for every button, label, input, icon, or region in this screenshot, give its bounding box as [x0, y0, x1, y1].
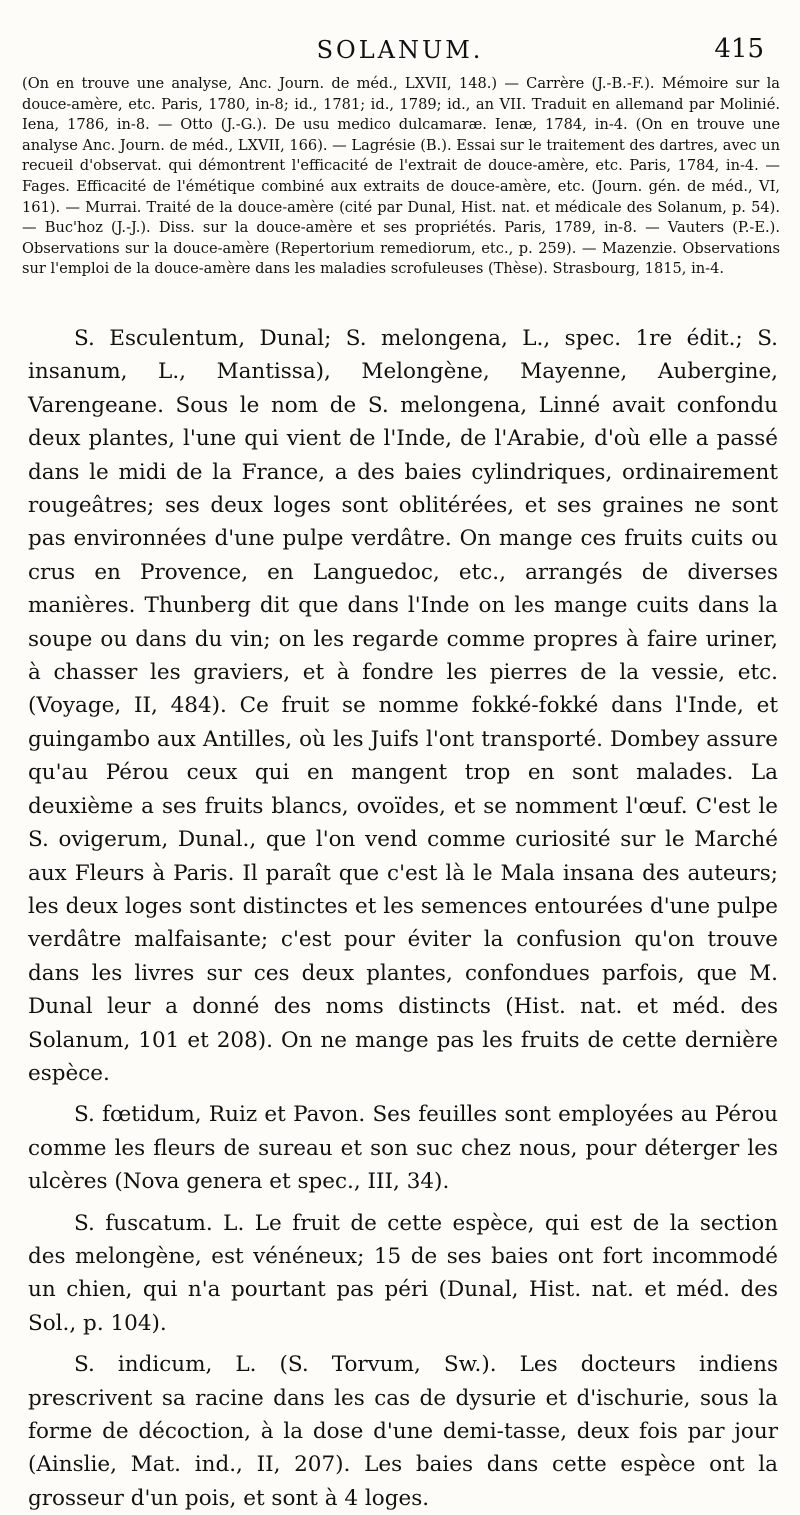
running-head — [0, 36, 800, 70]
main-text — [28, 322, 778, 1515]
paragraph-fuscatum: S. fuscatum. L. Le fruit de cette espèce, qui est de la section des melongène, est vénéneux; 15 de ses baies ont fort incommodé un chien, qui n'a pourtant pas péri (Dunal, Hist. nat. et méd. des Sol., p. 104). — [28, 1210, 778, 1336]
paragraph-indicum: S. indicum, L. (S. Torvum, Sw.). Les docteurs indiens prescrivent sa racine dans les cas de dysurie et d'ischurie, sous la forme de décoction, à la dose d'une demi-tasse, deux fois par jour (Ainslie, Mat. ind., II, 207). Les baies dans cette espèce ont la grosseur d'un pois, et sont à 4 loges. — [28, 1352, 778, 1511]
bibliography-notes: (On en trouve une analyse, Anc. Journ. de méd., LXVII, 148.) — Carrère (J.-B.-F.). Mémoire sur la douce-amère, etc. Paris, 1780, in-8; id., 1781; id., 1789; id., an VII. Traduit en allemand par Molinié. Iena, 1786, in-8. — Otto (J.-G.). De usu medico dulcamaræ. Ienæ, 1784, in-4. (On en trouve une analyse Anc. Journ. de méd., LXVII, 166). — Lagrésie (B.). Essai sur le traitement des dartres, avec un recueil d'observat. qui démontrent l'efficacité de l'extrait de douce-amère, etc. Paris, 1784, in-4. — Fages. Efficacité de l'émétique combiné aux extraits de douce-amère, etc. (Journ. gén. de méd., VI, 161). — Murrai. Traité de la douce-amère (cité par Dunal, Hist. nat. et médicale des Solanum, p. 54). — Buc'hoz (J.-J.). Diss. sur la douce-amère et ses propriétés. Paris, 1789, in-8. — Vauters (P.-E.). Observations sur la douce-amère (Repertorium remediorum, etc., p. 259). — Mazenzie. Observations sur l'emploi de la douce-amère dans les maladies scrofuleuses (Thèse). Strasbourg, 1815, in-4. — [22, 75, 780, 278]
running-title: SOLANUM. — [316, 36, 484, 64]
paragraph-esculentum: S. Esculentum, Dunal; S. melongena, L., spec. 1re édit.; S. insanum, L., Mantissa), Melongène, Mayenne, Aubergine, Varengeane. Sous le nom de S. melongena, Linné avait confondu deux plantes, l'une qui vient de l'Inde, de l'Arabie, d'où elle a passé dans le midi de la France, a des baies cylindriques, ordinairement rougeâtres; ses deux loges sont oblitérées, et ses graines ne sont pas environnées d'une pulpe verdâtre. On mange ces fruits cuits ou crus en Provence, en Languedoc, etc., arrangés de diverses manières. Thunberg dit que dans l'Inde on les mange cuits dans la soupe ou dans du vin; on les regarde comme propres à faire uriner, à chasser les graviers, et à fondre les pierres de la vessie, etc. (Voyage, II, 484). Ce fruit se nomme fokké-fokké dans l'Inde, et guingambo aux Antilles, où les Juifs l'ont transporté. Dombey assure qu'au Pérou ceux qui en mangent trop en sont malades. La deuxième a ses fruits blancs, ovoïdes, et se nomment l'œuf. C'est le S. ovigerum, Dunal., que l'on vend comme curiosité sur le Marché aux Fleurs à Paris. Il paraît que c'est là le Mala insana des auteurs; les deux loges sont distinctes et les semences entourées d'une pulpe verdâtre malfaisante; c'est pour éviter la confusion qu'on trouve dans les livres sur ces deux plantes, confondues parfois, que M. Dunal leur a donné des noms distincts (Hist. nat. et méd. des Solanum, 101 et 208). On ne mange pas les fruits de cette dernière espèce. — [28, 326, 778, 1086]
page-number: 415 — [714, 34, 764, 64]
paragraph-foetidum: S. fœtidum, Ruiz et Pavon. Ses feuilles sont employées au Pérou comme les fleurs de sureau et son suc chez nous, pour déterger les ulcères (Nova genera et spec., III, 34). — [28, 1102, 778, 1195]
